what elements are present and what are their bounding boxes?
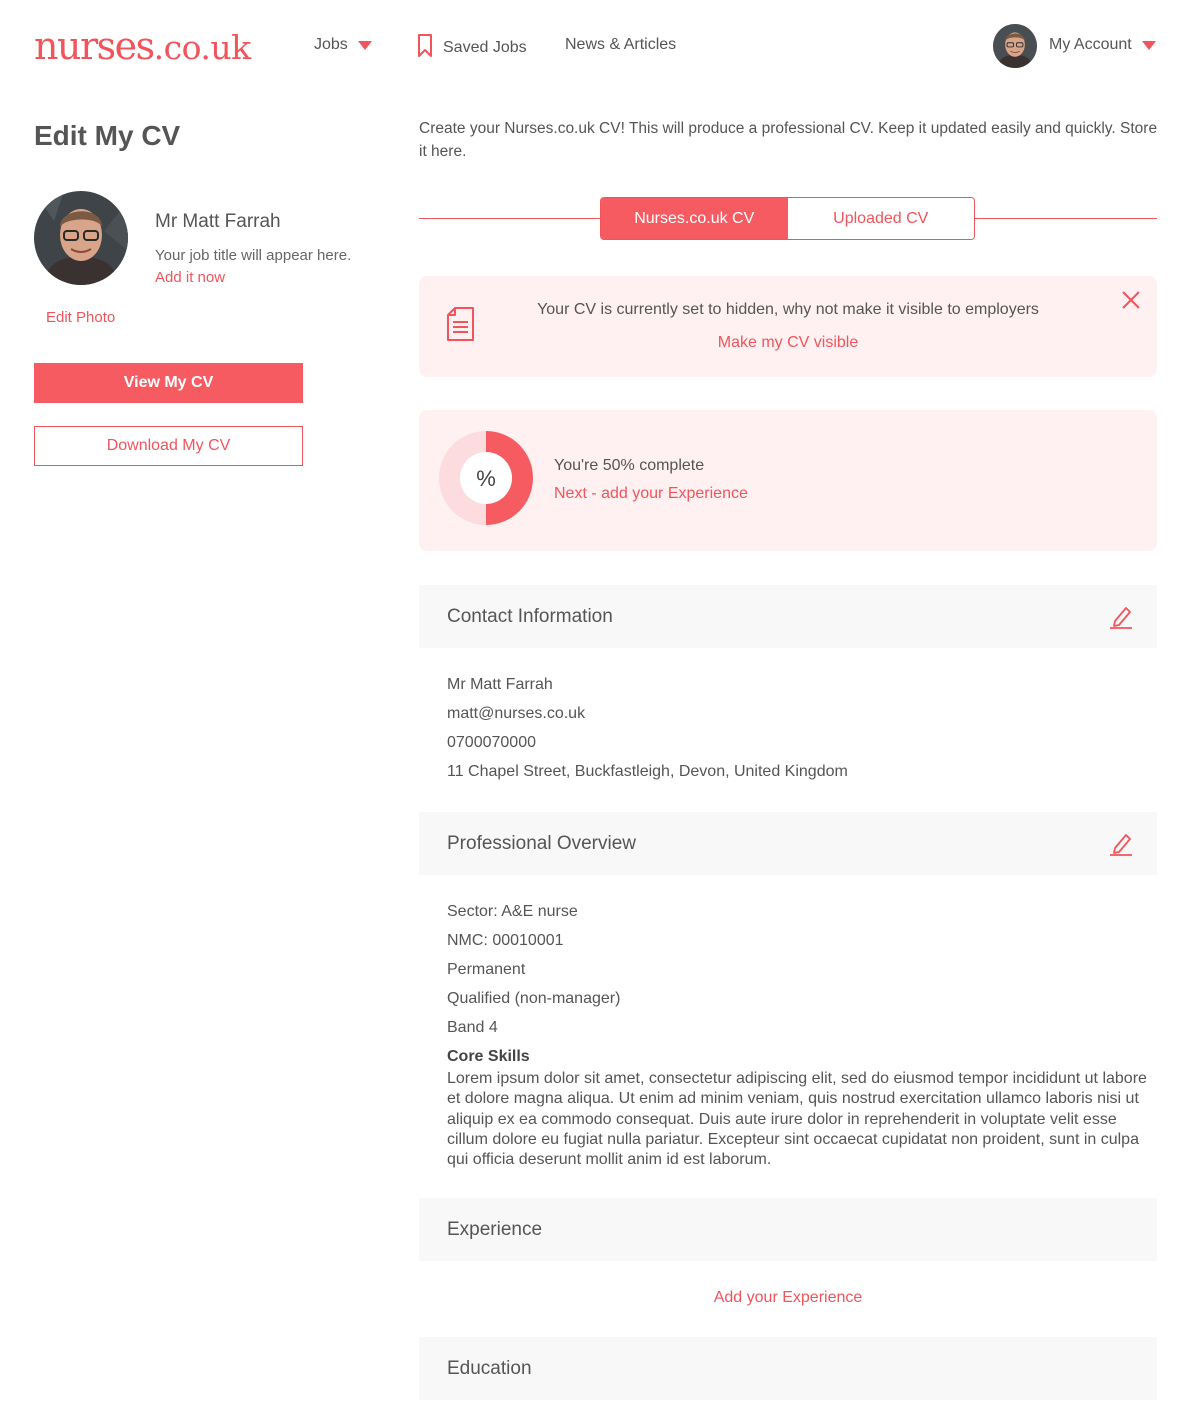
close-icon[interactable] [1121, 290, 1141, 310]
overview-level: Qualified (non-manager) [447, 990, 621, 1007]
nav-jobs-label: Jobs [314, 36, 348, 53]
education-section-header [419, 1337, 1157, 1400]
profile-avatar [34, 191, 128, 285]
nav-news-label: News & Articles [565, 36, 677, 53]
job-title-placeholder: Your job title will appear here. [155, 247, 352, 264]
overview-section-title: Professional Overview [447, 833, 637, 854]
tab-uploaded-cv[interactable]: Uploaded CV [788, 198, 975, 239]
alert-message: Your CV is currently set to hidden, why not make it visible to employers [537, 301, 1039, 318]
experience-section-header [419, 1198, 1157, 1261]
cv-tabs [600, 197, 975, 240]
overview-sector: Sector: A&E nurse [447, 903, 578, 920]
progress-donut [439, 431, 533, 525]
percent-symbol: % [476, 466, 496, 491]
contact-address: 11 Chapel Street, Buckfastleigh, Devon, United Kingdom [447, 763, 848, 780]
download-cv-button[interactable]: Download My CV [34, 426, 303, 466]
add-job-title-link[interactable]: Add it now [155, 269, 226, 286]
nav-news-articles[interactable] [565, 36, 676, 54]
visibility-alert [419, 276, 1157, 377]
contact-phone: 0700070000 [447, 734, 536, 751]
core-skills-text: Lorem ipsum dolor sit amet, consectetur adipiscing elit, sed do eiusmod tempor incididunt ut labore et dolore magna aliqua. Ut enim ad minim veniam, quis nostrud exercitation ullamco laboris nisi ut aliquip ex ea commodo consequat. Duis aute irure dolor in reprehenderit in voluptate velit esse cillum dolore eu fugiat nulla pariatur. Excepteur sint occaecat cupidatat non proident, sunt in culpa qui officia deserunt mollit anim id est laborum. [447, 1070, 1147, 1169]
add-experience-link[interactable]: Add your Experience [713, 1289, 863, 1306]
bookmark-icon [417, 33, 433, 59]
avatar-image [993, 24, 1037, 68]
overview-nmc: NMC: 00010001 [447, 932, 564, 949]
tab-nurses-cv[interactable]: Nurses.co.uk CV [601, 198, 788, 239]
next-step-link[interactable]: Next - add your Experience [554, 485, 748, 502]
avatar[interactable] [993, 24, 1037, 68]
pencil-icon[interactable] [1108, 831, 1134, 857]
account-label: My Account [1049, 36, 1132, 53]
intro-text: Create your Nurses.co.uk CV! This will produce a professional CV. Keep it updated easily and quickly. Store it here. [419, 120, 1158, 160]
contact-section-title: Contact Information [447, 606, 613, 627]
logo-main: nurses [34, 24, 154, 68]
contact-email: matt@nurses.co.uk [447, 705, 586, 722]
nav-my-account[interactable] [1049, 36, 1156, 54]
progress-text: You're 50% complete [554, 457, 705, 474]
education-section-title: Education [447, 1358, 532, 1379]
chevron-down-icon [358, 41, 372, 50]
experience-section-title: Experience [447, 1219, 543, 1240]
page-title: Edit My CV [34, 120, 181, 151]
site-header [0, 0, 1200, 92]
profile-avatar-image [34, 191, 128, 285]
chevron-down-icon [1142, 41, 1156, 50]
overview-section-header [419, 812, 1157, 875]
progress-card [419, 410, 1157, 551]
nav-saved-jobs[interactable] [417, 33, 527, 59]
logo-domain: .co.uk [153, 28, 251, 67]
contact-name: Mr Matt Farrah [447, 676, 553, 693]
nav-jobs[interactable] [314, 36, 372, 54]
contact-section-header [419, 585, 1157, 648]
nav-saved-label: Saved Jobs [443, 38, 527, 56]
make-cv-visible-link[interactable]: Make my CV visible [717, 334, 859, 351]
view-cv-button[interactable]: View My CV [34, 363, 303, 403]
core-skills-title: Core Skills [447, 1048, 530, 1065]
edit-photo-link[interactable]: Edit Photo [46, 309, 116, 326]
pencil-icon[interactable] [1108, 604, 1134, 630]
profile-name: Mr Matt Farrah [155, 211, 281, 232]
site-logo[interactable] [34, 24, 251, 68]
overview-contract: Permanent [447, 961, 526, 978]
overview-band: Band 4 [447, 1019, 498, 1036]
